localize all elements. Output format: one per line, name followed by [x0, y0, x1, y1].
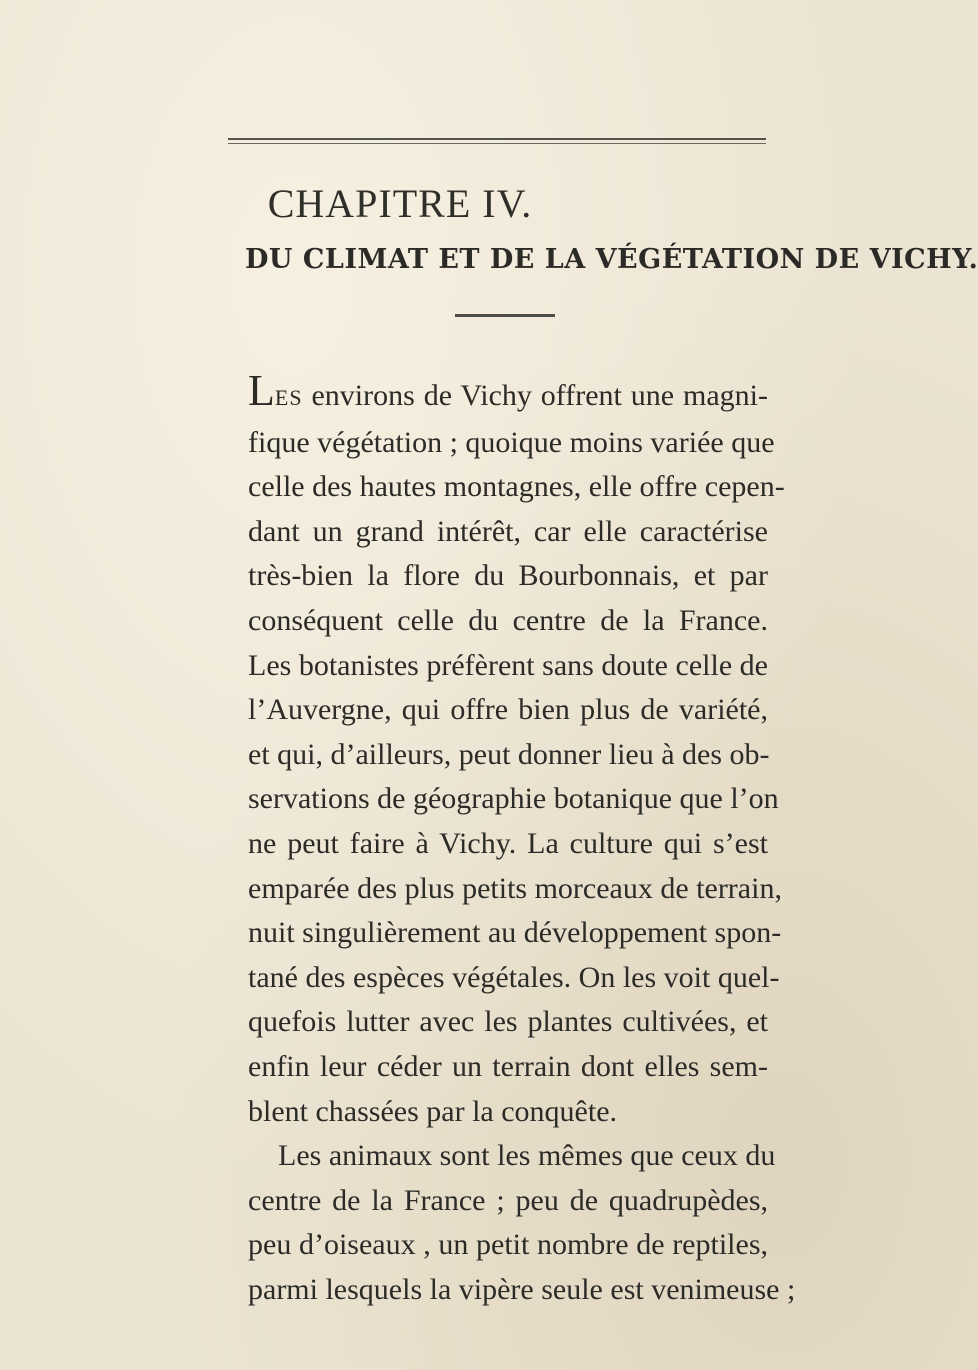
body-text	[248, 366, 796, 1312]
paragraph-1-line-17: blent chassées par la conquête.	[248, 1094, 618, 1128]
header-rule-thin	[228, 143, 766, 144]
paragraph-1-line-13: nuit singulièrement au développement spon-	[248, 916, 782, 950]
paragraph-2-line-3: peu d’oiseaux , un petit nombre de reptiles,	[248, 1228, 768, 1262]
drop-cap: L	[248, 366, 275, 415]
header-rule-thick	[228, 138, 766, 140]
paragraph-1-line-3: celle des hautes montagnes, elle offre cepen-	[248, 470, 785, 504]
paragraph-1-line-7: Les botanistes préfèrent sans doute celle de	[248, 648, 768, 682]
paragraph-1-line-8: l’Auvergne, qui offre bien plus de variété,	[248, 693, 768, 727]
paragraph-2-line-4: parmi lesquels la vipère seule est venimeuse ;	[248, 1272, 796, 1306]
paragraph-1-line-1: LES environs de Vichy offrent une magni-	[248, 366, 768, 415]
paragraph-2-line-1: Les animaux sont les mêmes que ceux du	[278, 1139, 776, 1173]
paragraph-1-line-9: et qui, d’ailleurs, peut donner lieu à des ob-	[248, 737, 770, 771]
paragraph-1-line-4: dant un grand intérêt, car elle caractérise	[248, 514, 768, 548]
paragraph-1-line-10: servations de géographie botanique que l’on	[248, 782, 779, 816]
section-heading: DU CLIMAT ET DE LA VÉGÉTATION DE VICHY.	[245, 244, 978, 275]
paragraph-1-line-15: quefois lutter avec les plantes cultivées, et	[248, 1005, 768, 1039]
paragraph-1-line-12: emparée des plus petits morceaux de terrain,	[248, 871, 782, 905]
paragraph-1-line-2: fique végétation ; quoique moins variée que	[248, 425, 775, 459]
chapter-title: CHAPITRE IV.	[267, 181, 533, 226]
header-double-rule	[228, 138, 766, 145]
paragraph-1-line-16: enfin leur céder un terrain dont elles sem-	[248, 1049, 768, 1083]
section-divider	[455, 314, 555, 317]
small-caps: ES	[274, 385, 303, 410]
paragraph-1-line-6: conséquent celle du centre de la France.	[248, 603, 768, 637]
paragraph-1-line-11: ne peut faire à Vichy. La culture qui s’est	[248, 826, 768, 860]
paragraph-1-line-14: tané des espèces végétales. On les voit quel-	[248, 960, 780, 994]
paragraph-1-line-5: très-bien la flore du Bourbonnais, et par	[248, 559, 768, 593]
paragraph-2-line-2: centre de la France ; peu de quadrupèdes,	[248, 1183, 768, 1217]
